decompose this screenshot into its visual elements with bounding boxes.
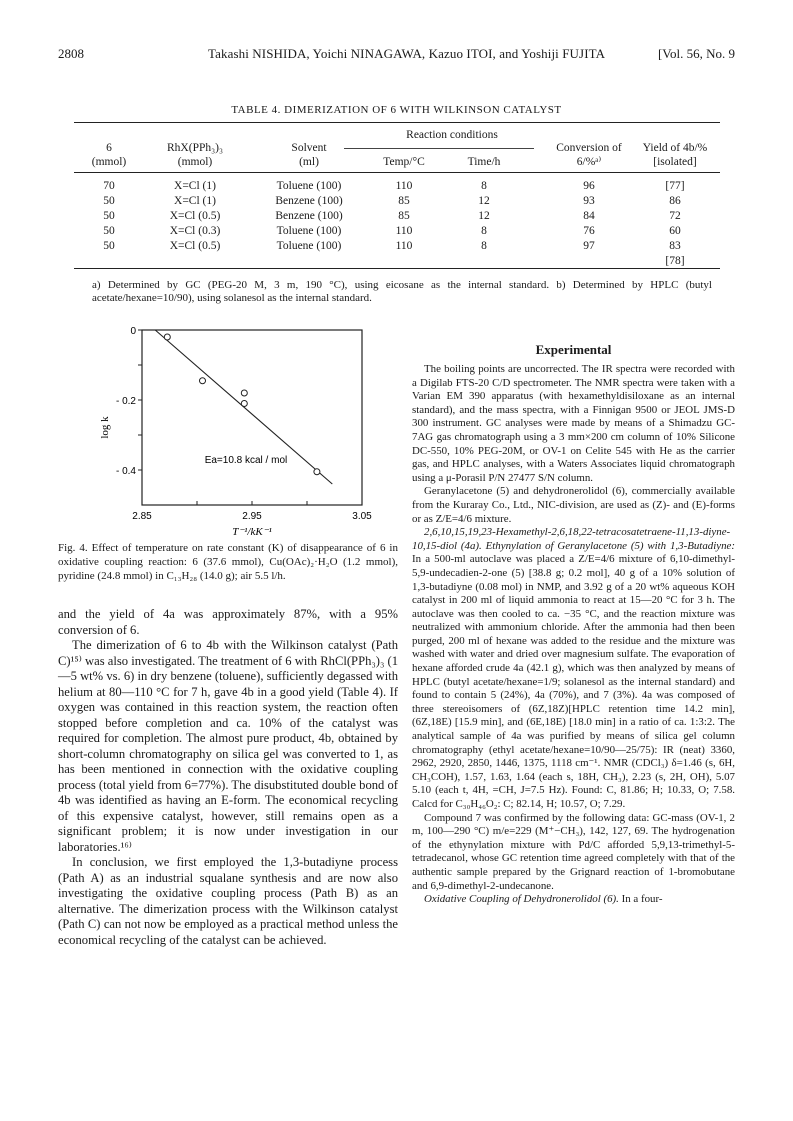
table-cell: 96 (583, 180, 595, 192)
column-header-unit: Temp/°C (383, 156, 425, 168)
table-cell: X=Cl (0.3) (169, 225, 221, 237)
x-tick-label: 2.85 (132, 511, 152, 522)
table-cell: 86 (669, 195, 681, 207)
table-cell: 85 (398, 210, 410, 222)
group-header: Reaction conditions (406, 129, 498, 141)
column-header: 6 (106, 142, 112, 154)
column-header: Yield of 4b/% (642, 142, 708, 154)
group-header-span-line (344, 148, 534, 149)
arrhenius-plot (92, 320, 382, 535)
table-cell: 70 (103, 180, 115, 192)
table-caption: TABLE 4. DIMERIZATION OF 6 WITH WILKINSON CATALYST (231, 104, 562, 116)
volume-info: [Vol. 56, No. 9 (657, 46, 735, 61)
data-point (241, 390, 247, 396)
x-tick-label: 3.05 (352, 511, 372, 522)
table-cell: 12 (478, 195, 490, 207)
column-header-unit: (ml) (299, 156, 319, 168)
column-header-unit: Time/h (467, 156, 501, 168)
activation-energy-label: Ea=10.8 kcal / mol (204, 455, 288, 466)
column-header-unit: (mmol) (177, 156, 213, 168)
figure-4 (92, 320, 382, 535)
procedure-text: In a 500-ml autoclave was placed a Z/E=4/6 mixture of 6,10-dimethyl-5,9-undecadien-2-one (5) [38.8 g; 0.2 mol], 40 g of a 10% solution of 1,3-butadiyne (0.08 mol) in NMP, and 3.92 g of a 20 wt% aqueous KOH catalyst in 200 ml of liquid ammonia to react at 15—20 °C for 3 h. The autoclave was then cooled to ca. −35 °C, and the reaction mixture was neutralized with ammonium chloride. After the ammonia had then been purged, 200 ml of hexane was added to the residue and the mixture was washed with water and dried over magnesium sulfate. The evaporation of hexane afforded crude 4a (42.1 g), which was then analyzed by means of HPLC (butyl acetate/hexane=1/9; solanesol as the internal standard) and found to contain 5 (24%), 4a (70%), and 7 (3%). 4a was composed of three stereoisomers of (6Z,18Z)[HPLC retention time 14.2 min], (6Z,18E) [15.9 min], and (6E,18E) [18.0 min] in a ratio of ca. 1:3:2. The analytical sample of 4a was purified by means of silica gel column chromatography (ethyl acetate/hexane=10/90—25/75): IR (neat) 3360, 2962, 2920, 2850, 1446, 1375, 1118 cm⁻¹. NMR (CDCl₃) δ=1.46 (s, 6H, CH₃COH), 1.57, 1.63, 1.64 (each s, 18H, CH₃), 2.23 (s, 2H, OH), 5.07 5.10 (each t, 4H, =CH, J=7.5 Hz). Found: C, 81.86; H; 10.33, O; 7.58. Calcd for C₃₀H₄₆O₂: C; 82.14, H; 10.57, O; 7.29. (412, 553, 735, 810)
paragraph: The boiling points are uncorrected. The IR spectra were recorded with a Digilab FTS-20 C/D spectrometer. The NMR spectra were taken with a Varian EM 390 apparatus (with hexamethyldisiloxane as an internal standard), and the mass spectra, with a Finnigan 9500 or JEOL JMS-D 300 instrument. GC analyses were made by means of a Shimadzu GC-7AG gas chromatograph using a 3 mm×200 cm column of 10% Silicone DC-550, 10% PEG-20M, or OV-1 on Celite 545 with He as the carrier gas, and HPLC analyses, with a Waters Associates liquid chromatograph using a μ-Porasil P/N 27477 S/N column. (412, 363, 735, 484)
left-column-text (58, 607, 398, 948)
page-number: 2808 (58, 46, 84, 61)
paragraph (412, 893, 735, 907)
section-title: Experimental (535, 342, 612, 357)
procedure-subheading: Ethynylation of Geranylacetone (5) with 1,3-Butadiyne: (485, 539, 735, 552)
table-cell: 97 (583, 240, 595, 252)
table-header-rule (74, 172, 720, 173)
data-point (200, 378, 206, 384)
table-cell: 8 (481, 240, 487, 252)
table-cell: 50 (103, 240, 115, 252)
table-cell: [77] (665, 180, 685, 192)
paragraph (412, 526, 735, 811)
table-cell: X=Cl (1) (174, 195, 216, 207)
table-cell: 8 (481, 225, 487, 237)
experimental-text (412, 363, 735, 907)
table-top-rule (74, 122, 720, 123)
plot-frame (142, 330, 362, 505)
table-footnote: a) Determined by GC (PEG-20 M, 3 m, 190 °C), using eicosane as the internal standard. b) Determined by HPLC (butyl acetate/hexane=10/90), using solanesol as the internal standard. (92, 279, 712, 304)
x-axis-label: T⁻¹/kK⁻¹ (232, 526, 272, 535)
paragraph: The dimerization of 6 to 4b with the Wilkinson catalyst (Path C)¹⁵⁾ was also investigated. The treatment of 6 with RhCl(PPh₃)₃ (1—5 wt% vs. 6) in dry benzene (toluene), sufficiently degassed with helium at 80—110 °C for 7 h, gave 4b in a good yield (Table 4). If oxygen was contained in this reaction system, the reaction often stopped before completion and ca. 10% of the catalyst was required for completion. The almost pure product, 4b, obtained by short-column chromatography on silica gel was converted to 1, as has been mentioned in connection with the oxidative coupling process (total yield from 6=77%). The disubstituted double bond of 4b was identified as having an E-form. The economical recycling of this expensive catalyst, however, still remains open as a significant problem; it is now under investigation in our laboratories.¹⁶⁾ (58, 638, 398, 854)
table-cell: Toluene (100) (276, 225, 342, 237)
data-point (314, 469, 320, 475)
table-cell: 93 (583, 195, 595, 207)
running-header (58, 46, 735, 66)
data-point (164, 334, 170, 340)
table-cell: 60 (669, 225, 681, 237)
x-tick-label: 2.95 (242, 511, 262, 522)
table-cell: 12 (478, 210, 490, 222)
table-cell: 110 (395, 225, 413, 237)
y-tick-label: - 0.2 (115, 396, 136, 407)
table-cell: 50 (103, 210, 115, 222)
table-cell: Toluene (100) (276, 240, 342, 252)
table-cell: 50 (103, 195, 115, 207)
paragraph: Geranylacetone (5) and dehydronerolidol (6), commercially available from the Kuraray Co., Ltd., NIC-division, are used as (Z)- and (E)-forms or as Z/E=4/6 mixture. (412, 485, 735, 525)
figure-caption: Fig. 4. Effect of temperature on rate constant (K) of disappearance of 6 in oxidative coupling reaction: 6 (37.6 mmol), Cu(OAc)₂·H₂O (1.2 mmol), pyridine (24.8 mmol) in C₁₃H₂₈ (14.0 g); air 5.5 l/h. (58, 542, 398, 582)
table-cell: X=Cl (0.5) (169, 210, 221, 222)
paragraph: Compound 7 was confirmed by the following data: GC-mass (OV-1, 2 m, 100—290 °C) m/e=229 (M⁺−CH₃), 142, 127, 69. The hydrogenation of the ethynylation mixture with Pd/C afforded 5,9,13-trimethyl-5-tetradecanol, whose GC retention time agreed completely with that of the authentic sample prepared by the Grignard reaction of 1-bromobutane and 6,9-dimethyl-2-undecanone. (412, 811, 735, 892)
paragraph: In conclusion, we first employed the 1,3-butadiyne process (Path A) as an industrial squalane synthesis and are now also investigating the oxidative coupling process (Path B) as an alternative. The dimerization process with the Wilkinson catalyst (Path C) can not now be employed as a practical method unless the economical recycling of the catalyst can be achieved. (58, 855, 398, 947)
procedure-heading: Oxidative Coupling of Dehydronerolidol (6). (424, 893, 619, 906)
table-cell: 83 (669, 240, 681, 252)
column-header-unit: 6/%ᵃ⁾ (576, 156, 602, 168)
column-header-unit: (mmol) (91, 156, 127, 168)
table-cell: [78] (665, 255, 685, 267)
table-cell: X=Cl (0.5) (169, 240, 221, 252)
paragraph: and the yield of 4a was approximately 87%, with a 95% conversion of 6. (58, 607, 398, 637)
data-point (241, 401, 247, 407)
table-bottom-rule (74, 268, 720, 269)
table-cell: Benzene (100) (275, 210, 343, 222)
table-cell: 110 (395, 180, 413, 192)
table-cell: 85 (398, 195, 410, 207)
table-cell: 50 (103, 225, 115, 237)
table-cell: 84 (583, 210, 595, 222)
procedure-text: In a four- (621, 893, 663, 906)
compound-heading: 2,6,10,15,19,23-Hexamethyl-2,6,18,22-tetracosatetraene-11,13-diyne-10,15-diol (4a). (412, 526, 731, 552)
table-cell: Benzene (100) (275, 195, 343, 207)
table-cell: Toluene (100) (276, 180, 342, 192)
author-line: Takashi NISHIDA, Yoichi NINAGAWA, Kazuo ITOI, and Yoshiji FUJITA (208, 46, 606, 61)
column-header: RhX(PPh₃)₃ (167, 142, 223, 154)
y-axis-label: log k (99, 416, 111, 439)
column-header: Conversion of (556, 142, 622, 154)
table-cell: 8 (481, 180, 487, 192)
y-tick-label: 0 (130, 326, 136, 337)
column-header-unit: [isolated] (653, 156, 697, 168)
table-cell: 76 (583, 225, 595, 237)
table-cell: 72 (669, 210, 681, 222)
table-cell: X=Cl (1) (174, 180, 216, 192)
column-header: Solvent (291, 142, 327, 154)
y-tick-label: - 0.4 (115, 466, 136, 477)
table-cell: 110 (395, 240, 413, 252)
